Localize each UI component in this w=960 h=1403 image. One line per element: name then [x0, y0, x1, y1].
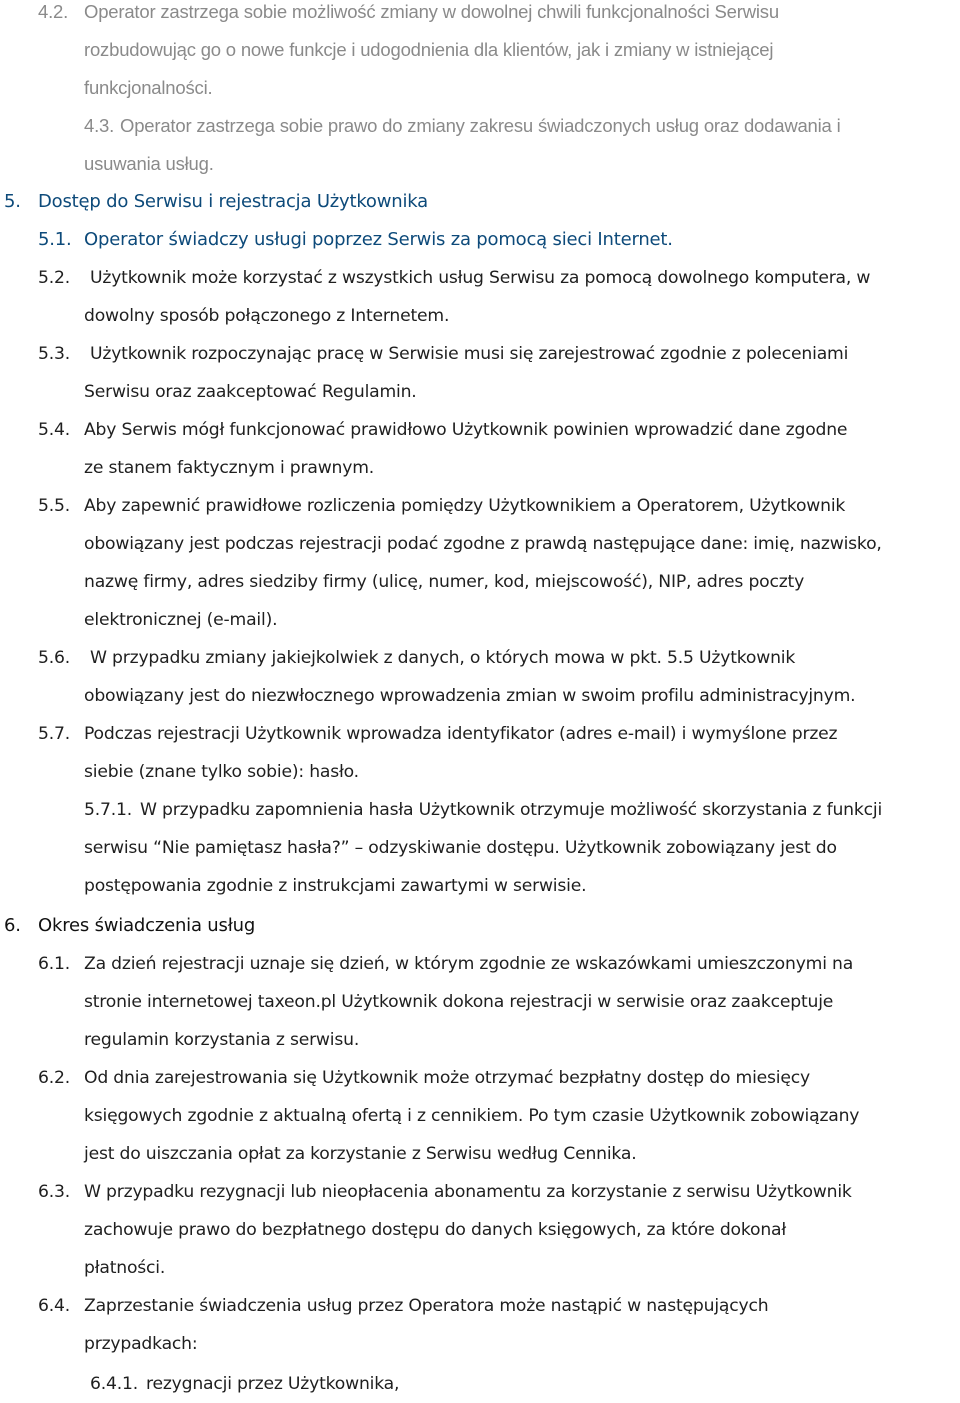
clause-text-line: serwisu “Nie pamiętasz hasła?” – odzyskiwanie dostępu. Użytkownik zobowiązany jest do — [84, 838, 837, 858]
clause-number: 6.3. — [38, 1182, 70, 1202]
clause-text-line: płatności. — [84, 1258, 166, 1278]
clause-number: 5.4. — [38, 420, 70, 440]
clause-text-line: regulamin korzystania z serwisu. — [84, 1030, 360, 1050]
clause-text-line: rozbudowując go o nowe funkcje i udogodnienia dla klientów, jak i zmiany w istniejącej — [84, 39, 774, 60]
clause-number: 5.3. — [38, 344, 70, 364]
clause-text-line: Użytkownik rozpoczynając pracę w Serwisie musi się zarejestrować zgodnie z poleceniami — [90, 344, 849, 364]
clause-text-line: Zaprzestanie świadczenia usług przez Operatora może nastąpić w następujących — [84, 1296, 769, 1316]
clause-text-line: dowolny sposób połączonego z Internetem. — [84, 306, 450, 326]
clause-text-line: jest do uiszczania opłat za korzystanie z Serwisu według Cennika. — [84, 1144, 637, 1164]
clause-text-line: Od dnia zarejestrowania się Użytkownik może otrzymać bezpłatny dostęp do miesięcy — [84, 1068, 810, 1088]
clause-text-line: W przypadku zapomnienia hasła Użytkownik otrzymuje możliwość skorzystania z funkcji — [140, 800, 883, 820]
clause-text-line: przypadkach: — [84, 1334, 198, 1354]
clause-text-line: księgowych zgodnie z aktualną ofertą i z cennikiem. Po tym czasie Użytkownik zobowiązany — [84, 1106, 860, 1126]
clause-text-line: Operator świadczy usługi poprzez Serwis za pomocą sieci Internet. — [84, 229, 673, 250]
clause-text-line: obowiązany jest podczas rejestracji podać zgodne z prawdą następujące dane: imię, nazwisko, — [84, 534, 882, 554]
clause-number: 4.3. — [84, 115, 115, 136]
clause-text-line: Operator zastrzega sobie możliwość zmiany w dowolnej chwili funkcjonalności Serwisu — [84, 1, 779, 22]
section-title: Dostęp do Serwisu i rejestracja Użytkownika — [38, 191, 429, 212]
clause-text-line: Aby Serwis mógł funkcjonować prawidłowo Użytkownik powinien wprowadzić dane zgodne — [84, 420, 848, 440]
clause-text-line: nazwę firmy, adres siedziby firmy (ulicę, numer, kod, miejscowość), NIP, adres poczty — [84, 572, 805, 592]
clause-text-line: Aby zapewnić prawidłowe rozliczenia pomiędzy Użytkownikiem a Operatorem, Użytkownik — [84, 496, 846, 516]
clause-number: 5.7. — [38, 724, 70, 744]
clause-number: 5.6. — [38, 648, 70, 668]
clause-number: 5.7.1. — [84, 800, 132, 820]
clause-number: 4.2. — [38, 1, 69, 22]
clause-text-line: Podczas rejestracji Użytkownik wprowadza identyfikator (adres e-mail) i wymyślone przez — [84, 724, 838, 744]
clause-number: 5.1. — [38, 229, 72, 250]
clause-text-line: ze stanem faktycznym i prawnym. — [84, 458, 375, 478]
clause-number: 5.5. — [38, 496, 70, 516]
clause-text-line: rezygnacji przez Użytkownika, — [146, 1374, 400, 1394]
clause-text-line: obowiązany jest do niezwłocznego wprowadzenia zmian w swoim profilu administracyjnym. — [84, 686, 856, 706]
clause-number: 6.4.1. — [90, 1374, 138, 1394]
clause-text-line: W przypadku zmiany jakiejkolwiek z danych, o których mowa w pkt. 5.5 Użytkownik — [90, 648, 796, 668]
clause-text-line: funkcjonalności. — [84, 77, 213, 98]
clause-text-line: siebie (znane tylko sobie): hasło. — [84, 762, 359, 782]
clause-number: 6.1. — [38, 954, 70, 974]
section-title: Okres świadczenia usług — [38, 915, 256, 936]
clause-number: 6.2. — [38, 1068, 70, 1088]
clause-text-line: usuwania usług. — [84, 153, 214, 174]
clause-text-line: stronie internetowej taxeon.pl Użytkownik dokona rejestracji w serwisie oraz zaakceptuje — [84, 992, 834, 1012]
clause-text-line: Za dzień rejestracji uznaje się dzień, w którym zgodnie ze wskazówkami umieszczonymi na — [84, 954, 854, 974]
clause-number: 6.4. — [38, 1296, 70, 1316]
section-number: 5. — [4, 191, 21, 212]
clause-text-line: Serwisu oraz zaakceptować Regulamin. — [84, 382, 417, 402]
clause-text-line: elektronicznej (e-mail). — [84, 610, 278, 630]
clause-number: 5.2. — [38, 268, 70, 288]
clause-text-line: Użytkownik może korzystać z wszystkich usług Serwisu za pomocą dowolnego komputera, w — [90, 268, 871, 288]
clause-text-line: postępowania zgodnie z instrukcjami zawartymi w serwisie. — [84, 876, 587, 896]
clause-text-line: W przypadku rezygnacji lub nieopłacenia abonamentu za korzystanie z serwisu Użytkownik — [84, 1182, 852, 1202]
clause-text-line: Operator zastrzega sobie prawo do zmiany zakresu świadczonych usług oraz dodawania i — [120, 115, 841, 136]
clause-text-line: zachowuje prawo do bezpłatnego dostępu do danych księgowych, za które dokonał — [84, 1220, 787, 1240]
section-number: 6. — [4, 915, 21, 936]
